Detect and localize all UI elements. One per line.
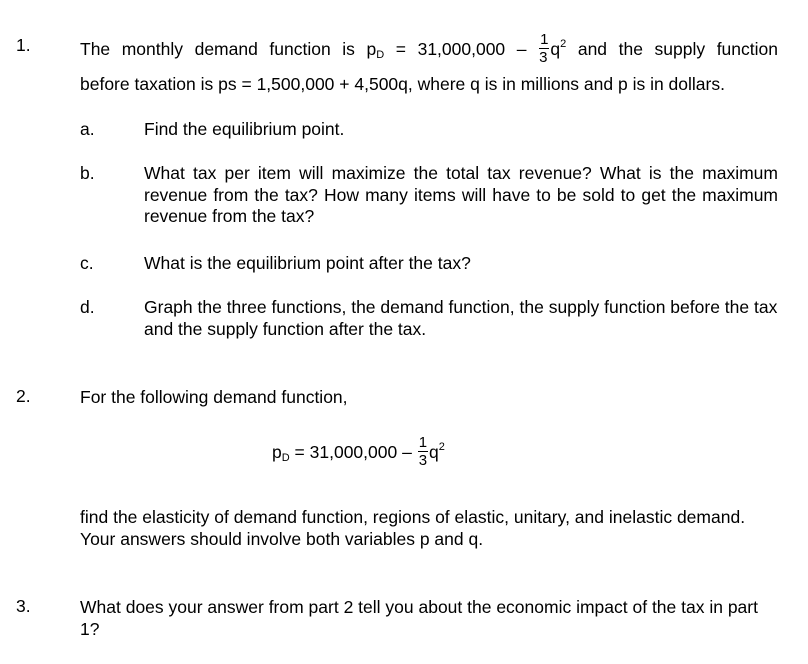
part-d-letter: d.	[80, 297, 95, 317]
fraction-denominator: 3	[539, 48, 548, 66]
p-subscript: D	[281, 452, 290, 465]
q2-intro: For the following demand function,	[80, 387, 348, 407]
q1-demand-line	[80, 30, 778, 67]
q-exponent: 2	[560, 38, 567, 50]
part-a-text: Find the equilibrium point.	[144, 119, 345, 139]
q-exponent: 2	[438, 441, 445, 454]
q1-line1-suffix: and the supply function	[566, 39, 778, 59]
q1-supply-line: before taxation is ps = 1,500,000 + 4,500q, where q is in millions and p is in dollars.	[80, 74, 725, 94]
one-third-fraction	[539, 32, 549, 65]
q1-equation	[366, 30, 567, 66]
part-d-text: Graph the three functions, the demand function, the supply function before the tax and the supply function after the tax.	[144, 297, 778, 339]
fraction-numerator: 1	[418, 434, 428, 451]
question-number-1: 1.	[16, 35, 31, 55]
part-b-text: What tax per item will maximize the total tax revenue? What is the maximum revenue from the tax? How many items will have to be sold to get the maximum revenue from the tax?	[144, 163, 778, 226]
q-variable: q	[550, 39, 561, 59]
p-subscript: D	[376, 49, 385, 61]
fraction-denominator: 3	[418, 452, 428, 469]
one-third-fraction	[418, 435, 428, 468]
part-c-letter: c.	[80, 253, 94, 273]
question-number-2: 2.	[16, 386, 31, 406]
equation-constant: = 31,000,000 –	[289, 442, 417, 463]
p-variable: p	[272, 442, 282, 463]
q3-text: What does your answer from part 2 tell you about the economic impact of the tax in part 1?	[80, 597, 758, 639]
q2-body: find the elasticity of demand function, regions of elastic, unitary, and inelastic demand. Your answers should involve both variables p and q.	[80, 507, 746, 549]
q1-line1-prefix: The monthly demand function is	[80, 39, 367, 59]
question-number-3: 3.	[16, 596, 31, 616]
part-a-letter: a.	[80, 119, 95, 139]
p-variable: p	[366, 39, 377, 59]
fraction-numerator: 1	[540, 30, 549, 48]
q2-demand-equation	[272, 434, 445, 470]
equation-constant: = 31,000,000 –	[384, 39, 539, 59]
part-c-text: What is the equilibrium point after the tax?	[144, 253, 471, 273]
q-variable: q	[429, 442, 439, 463]
part-b-letter: b.	[80, 163, 95, 183]
